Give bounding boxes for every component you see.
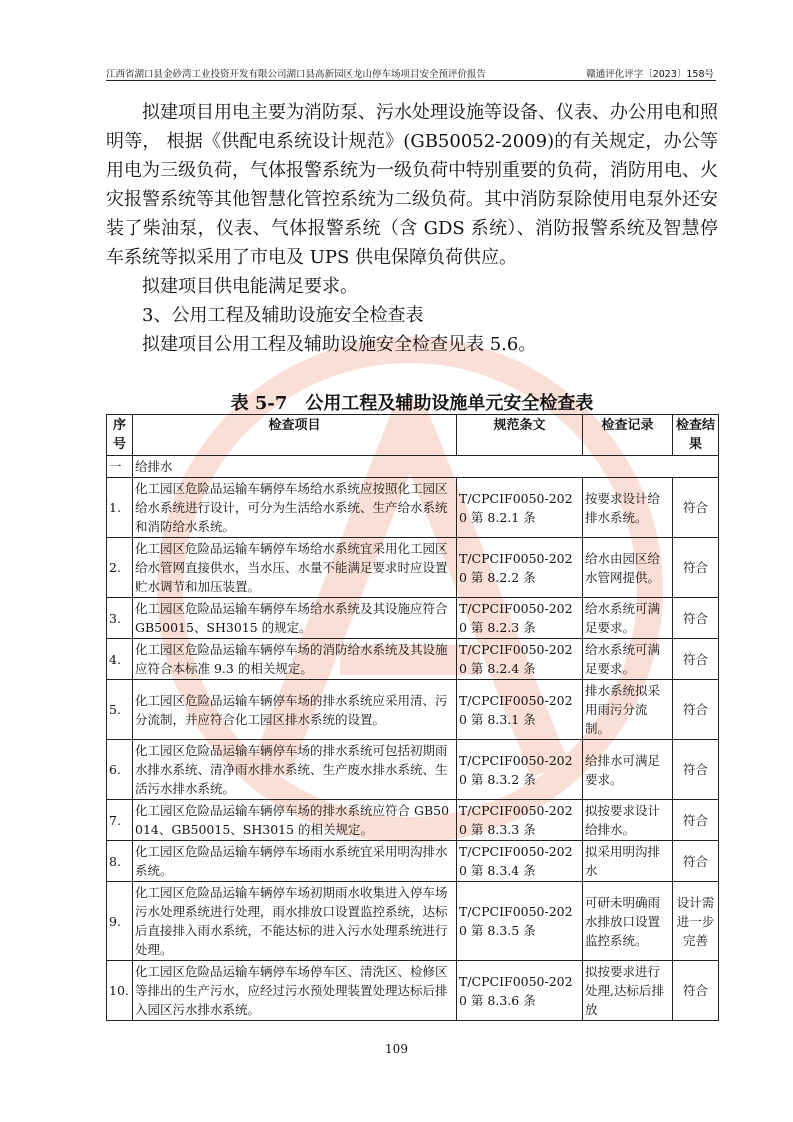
row-check-result: 符合 [673, 740, 719, 800]
table-header-row [107, 415, 719, 456]
header-record: 检查记录 [583, 415, 673, 456]
table-row [107, 680, 719, 740]
row-seq: 9. [107, 882, 133, 961]
row-check-record: 给水由园区给水管网提供。 [583, 538, 673, 598]
row-check-item: 化工园区危险品运输车辆停车场的排水系统应符合 GB50014、GB50015、SH3015 的相关规定。 [133, 800, 457, 841]
row-check-item: 化工园区危险品运输车辆停车场给水系统应按照化工园区给水系统进行设计，可分为生活给水系统、生产给水系统和消防给水系统。 [133, 478, 457, 538]
table-row [107, 882, 719, 961]
paragraph-power-load: 拟建项目用电主要为消防泵、污水处理设施等设备、仪表、办公用电和照明等， 根据《供配电系统设计规范》(GB50052-2009)的有关规定，办公等用电为三级负荷，气体报警系统为一级负荷中特别重要的负荷，消防用电、火灾报警系统等其他智慧化管控系统为二级负荷。其中消防泵除使用电泵外还安装了柴油泵，仪表、气体报警系统（含 GDS 系统）、消防报警系统及智慧停车系统等拟采用了市电及 UPS 供电保障负荷供应。 [106, 102, 718, 268]
header-report-title: 江西省湖口县金砂湾工业投资开发有限公司湖口县高新园区龙山停车场项目安全预评价报告 [106, 69, 487, 80]
row-seq: 10. [107, 961, 133, 1021]
table-row [107, 740, 719, 800]
header-ref: 规范条文 [457, 415, 583, 456]
paragraph-power-conclusion: 拟建项目供电能满足要求。 [142, 276, 358, 297]
row-standard-ref: T/CPCIF0050-2020 第 8.3.1 条 [457, 680, 583, 740]
row-check-result: 符合 [673, 538, 719, 598]
row-check-item: 化工园区危险品运输车辆停车场的消防给水系统及其设施应符合本标准 9.3 的相关规定。 [133, 639, 457, 680]
row-seq: 3. [107, 598, 133, 639]
header-item: 检查项目 [133, 415, 457, 456]
row-check-result: 符合 [673, 841, 719, 882]
row-seq: 1. [107, 478, 133, 538]
row-seq: 8. [107, 841, 133, 882]
section-seq: 一 [107, 456, 133, 478]
table-row [107, 478, 719, 538]
row-standard-ref: T/CPCIF0050-2020 第 8.2.3 条 [457, 598, 583, 639]
header-result: 检查结果 [673, 415, 719, 456]
paragraph-section-heading: 3、公用工程及辅助设施安全检查表 [142, 305, 424, 326]
row-check-result: 符合 [673, 961, 719, 1021]
row-check-record: 拟按要求设计给排水。 [583, 800, 673, 841]
row-standard-ref: T/CPCIF0050-2020 第 8.2.1 条 [457, 478, 583, 538]
row-check-result: 符合 [673, 598, 719, 639]
row-check-record: 给水系统可满足要求。 [583, 639, 673, 680]
row-check-record: 拟按要求进行处理,达标后排放 [583, 961, 673, 1021]
table-row [107, 538, 719, 598]
row-seq: 6. [107, 740, 133, 800]
row-check-record: 排水系统拟采用雨污分流制。 [583, 680, 673, 740]
body-text [106, 98, 718, 359]
row-check-result: 符合 [673, 478, 719, 538]
row-standard-ref: T/CPCIF0050-2020 第 8.3.2 条 [457, 740, 583, 800]
row-standard-ref: T/CPCIF0050-2020 第 8.2.2 条 [457, 538, 583, 598]
row-standard-ref: T/CPCIF0050-2020 第 8.3.3 条 [457, 800, 583, 841]
row-seq: 5. [107, 680, 133, 740]
row-seq: 4. [107, 639, 133, 680]
safety-check-table [106, 414, 719, 1021]
table-row [107, 639, 719, 680]
table-row [107, 961, 719, 1021]
row-check-record: 给排水可满足要求。 [583, 740, 673, 800]
row-check-item: 化工园区危险品运输车辆停车场给水系统及其设施应符合 GB50015、SH3015 的规定。 [133, 598, 457, 639]
row-seq: 7. [107, 800, 133, 841]
row-check-item: 化工园区危险品运输车辆停车场停车区、清洗区、检修区等排出的生产污水，应经过污水预处理装置处理达标后排入园区污水排水系统。 [133, 961, 457, 1021]
row-seq: 2. [107, 538, 133, 598]
section-row [107, 456, 719, 478]
row-standard-ref: T/CPCIF0050-2020 第 8.2.4 条 [457, 639, 583, 680]
row-check-record: 拟采用明沟排水 [583, 841, 673, 882]
row-check-item: 化工园区危险品运输车辆停车场雨水系统宜采用明沟排水系统。 [133, 841, 457, 882]
page-header [106, 64, 716, 81]
row-check-item: 化工园区危险品运输车辆停车场的排水系统应采用清、污分流制，并应符合化工园区排水系统的设置。 [133, 680, 457, 740]
header-seq: 序号 [107, 415, 133, 456]
header-doc-number: 赣通评化评字〔2023〕158号 [586, 69, 714, 80]
row-check-result: 符合 [673, 639, 719, 680]
row-check-result: 符合 [673, 680, 719, 740]
row-check-item: 化工园区危险品运输车辆停车场初期雨水收集进入停车场污水处理系统进行处理，雨水排放口设置监控系统，达标后直接排入雨水系统，不能达标的进入污水处理系统进行处理。 [133, 882, 457, 961]
table-row [107, 841, 719, 882]
row-standard-ref: T/CPCIF0050-2020 第 8.3.4 条 [457, 841, 583, 882]
table-title: 表 5-7 公用工程及辅助设施单元安全检查表 [230, 393, 594, 414]
page-number: 109 [385, 1042, 408, 1056]
row-standard-ref: T/CPCIF0050-2020 第 8.3.6 条 [457, 961, 583, 1021]
row-standard-ref: T/CPCIF0050-2020 第 8.3.5 条 [457, 882, 583, 961]
table-row [107, 598, 719, 639]
row-check-result: 符合 [673, 800, 719, 841]
row-check-result: 设计需进一步完善 [673, 882, 719, 961]
row-check-record: 给水系统可满足要求。 [583, 598, 673, 639]
row-check-item: 化工园区危险品运输车辆停车场的排水系统可包括初期雨水排水系统、清净雨水排水系统、生产废水排水系统、生活污水排水系统。 [133, 740, 457, 800]
paragraph-table-reference: 拟建项目公用工程及辅助设施安全检查见表 5.6。 [142, 334, 537, 355]
table-row [107, 800, 719, 841]
row-check-record: 可研未明确雨水排放口设置监控系统。 [583, 882, 673, 961]
section-label: 给排水 [133, 456, 719, 478]
row-check-record: 按要求设计给排水系统。 [583, 478, 673, 538]
row-check-item: 化工园区危险品运输车辆停车场给水系统宜采用化工园区给水管网直接供水，当水压、水量不能满足要求时应设置贮水调节和加压装置。 [133, 538, 457, 598]
